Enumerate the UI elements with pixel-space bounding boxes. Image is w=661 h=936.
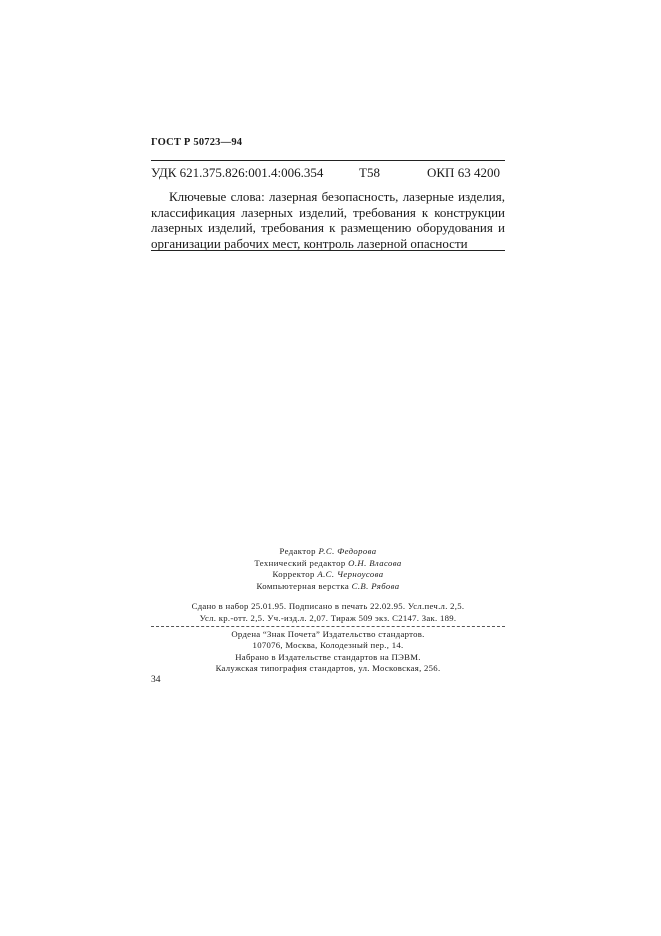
okp-code: ОКП 63 4200 xyxy=(427,165,500,180)
page-number: 34 xyxy=(151,675,161,685)
print-info-line: Усл. кр.-отт. 2,5. Уч.-изд.л. 2,07. Тираж 509 экз. С2147. Зак. 189. xyxy=(199,612,457,623)
publisher-line: Ордена “Знак Почета” Издательство стандартов. xyxy=(231,629,425,639)
top-rule xyxy=(151,160,505,161)
credit-person: С.В. Рябова xyxy=(351,580,400,591)
print-info-block xyxy=(151,601,505,624)
bottom-rule xyxy=(151,250,505,251)
dashed-divider xyxy=(151,626,505,627)
print-info-line: Сдано в набор 25.01.95. Подписано в печать 22.02.95. Усл.печ.л. 2,5. xyxy=(191,601,465,611)
publisher-line: Калужская типография стандартов, ул. Московская, 256. xyxy=(215,662,441,673)
udk-code: УДК 621.375.826:001.4:006.354 xyxy=(151,165,324,180)
credit-role: Компьютерная верстка xyxy=(256,580,350,591)
credits-block xyxy=(151,546,505,592)
credit-row xyxy=(151,569,505,581)
credit-row xyxy=(151,546,505,558)
keywords-block xyxy=(151,189,505,251)
credit-person: Р.С. Федорова xyxy=(318,546,377,556)
publisher-line: Набрано в Издательстве стандартов на ПЭВМ. xyxy=(235,651,421,662)
credit-row xyxy=(151,581,505,593)
publisher-line: 107076, Москва, Колодезный пер., 14. xyxy=(252,640,404,651)
credit-role: Корректор xyxy=(272,569,315,579)
credit-person: О.Н. Власова xyxy=(348,557,402,568)
credit-role: Технический редактор xyxy=(254,557,346,568)
credit-row xyxy=(151,558,505,570)
publisher-block xyxy=(151,629,505,674)
keywords-text: Ключевые слова: лазерная безопасность, лазерные изделия, классификация лазерных изделий, требования к конструкции лазерных изделий, требования к размещению оборудования и организации рабочих мест, контроль лазерной опасности xyxy=(151,189,505,251)
group-code: Т58 xyxy=(359,165,380,180)
standard-code: ГОСТ Р 50723—94 xyxy=(151,137,243,148)
credit-role: Редактор xyxy=(279,546,316,556)
credit-person: А.С. Черноусова xyxy=(317,569,384,579)
